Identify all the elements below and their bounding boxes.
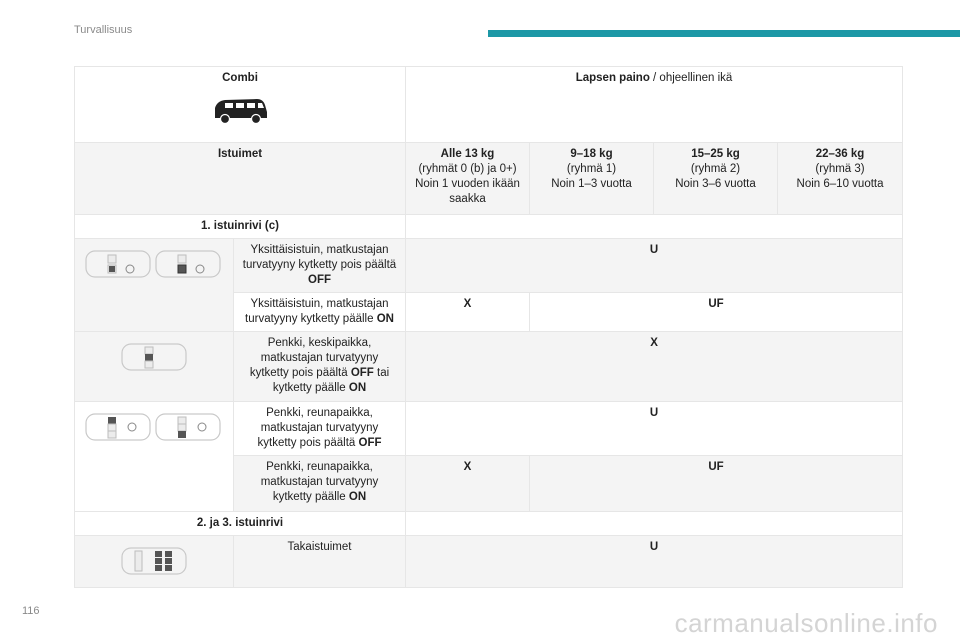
text: Yksittäisistuin, matkustajan turvatyyny kytketty pois päältä xyxy=(242,244,397,271)
group-name: (ryhmät 0 (b) ja 0+) xyxy=(418,163,517,175)
seat-diagram-single xyxy=(75,239,234,332)
group-weight: 15–25 kg xyxy=(691,148,740,160)
group-name: (ryhmä 3) xyxy=(815,163,865,175)
bench-edge-on-value-rest: UF xyxy=(530,456,903,512)
weight-header-cell xyxy=(406,67,903,143)
weight-label-rest: / ohjeellinen ikä xyxy=(649,72,733,84)
group-age: Noin 1 vuoden ikään saakka xyxy=(415,178,520,205)
bench-edge-off-value: U xyxy=(406,402,903,456)
car-seat-diagram-icon xyxy=(119,544,189,578)
header-accent-bar xyxy=(488,30,960,37)
child-seat-table xyxy=(74,66,903,588)
row1-title-spacer xyxy=(406,215,903,239)
row23-title-spacer xyxy=(406,512,903,536)
rear-value: U xyxy=(406,536,903,588)
group-weight: 9–18 kg xyxy=(570,148,613,160)
group-weight: 22–36 kg xyxy=(815,148,865,160)
text: tai kytketty päälle xyxy=(272,367,390,394)
airbag-state: ON xyxy=(376,313,394,325)
group-age: Noin 1–3 vuotta xyxy=(551,178,632,190)
row1-title: 1. istuinrivi (c) xyxy=(75,215,406,239)
group-name: (ryhmä 2) xyxy=(690,163,741,175)
group-name: (ryhmä 1) xyxy=(566,163,617,175)
bench-edge-off-text xyxy=(234,402,406,456)
group-age: Noin 3–6 vuotta xyxy=(675,178,756,190)
seat-diagram-bench-center xyxy=(75,332,234,402)
seat-diagram-bench-edge xyxy=(75,402,234,512)
airbag-state: OFF xyxy=(308,274,331,286)
group-age: Noin 6–10 vuotta xyxy=(796,178,884,190)
car-seat-diagram-icon xyxy=(119,340,189,374)
bench-center-text xyxy=(234,332,406,402)
seats-label: Istuimet xyxy=(75,143,406,215)
group-cell-1 xyxy=(530,143,654,215)
weight-label-bold: Lapsen paino xyxy=(575,72,650,84)
text: Penkki, reunapaikka, matkustajan turvatyyny kytketty päälle xyxy=(260,461,379,503)
group-cell-3 xyxy=(778,143,903,215)
van-icon xyxy=(209,96,271,126)
airbag-state: OFF xyxy=(350,367,374,379)
group-weight: Alle 13 kg xyxy=(440,148,495,160)
vehicle-label: Combi xyxy=(222,72,258,84)
text: Penkki, keskipaikka, matkustajan turvatyyny kytketty pois päältä xyxy=(249,337,379,379)
running-head: Turvallisuus xyxy=(74,24,133,36)
airbag-state: ON xyxy=(348,491,367,503)
page-number: 116 xyxy=(22,605,40,617)
bench-edge-on-value-g0: X xyxy=(406,456,530,512)
vehicle-cell xyxy=(75,67,406,143)
group-cell-0 xyxy=(406,143,530,215)
single-on-value-g0: X xyxy=(406,293,530,332)
single-on-text xyxy=(234,293,406,332)
seat-diagram-rear xyxy=(75,536,234,588)
rear-text: Takaistuimet xyxy=(234,536,406,588)
bench-center-value: X xyxy=(406,332,903,402)
car-seat-diagram-icon xyxy=(84,247,224,281)
row23-title: 2. ja 3. istuinrivi xyxy=(75,512,406,536)
bench-edge-on-text xyxy=(234,456,406,512)
airbag-state: OFF xyxy=(358,437,382,449)
single-off-text xyxy=(234,239,406,293)
watermark: carmanualsonline.info xyxy=(674,608,938,638)
single-off-value: U xyxy=(406,239,903,293)
text: Penkki, reunapaikka, matkustajan turvatyyny kytketty pois päältä xyxy=(257,407,379,449)
group-cell-2 xyxy=(654,143,778,215)
text: Yksittäisistuin, matkustajan turvatyyny kytketty päälle xyxy=(245,298,389,325)
single-on-value-rest: UF xyxy=(530,293,903,332)
airbag-state: ON xyxy=(348,382,367,394)
car-seat-diagram-icon xyxy=(84,410,224,444)
